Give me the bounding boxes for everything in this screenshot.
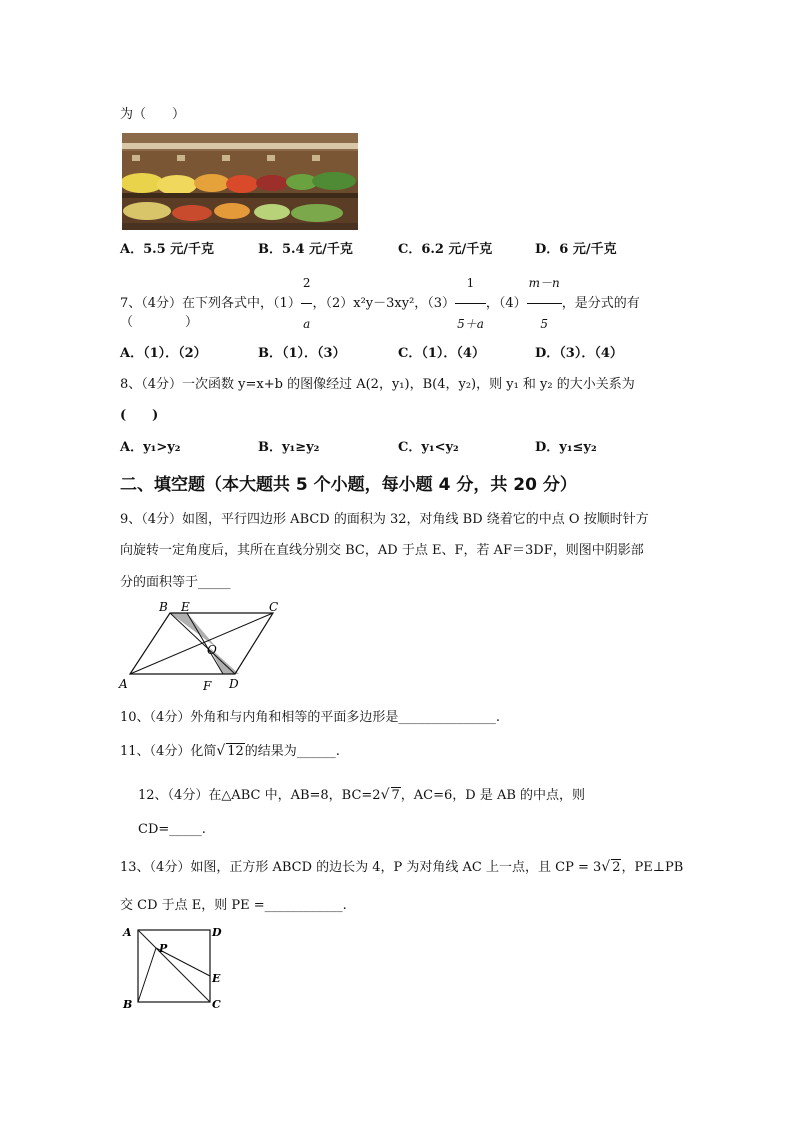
q9-label-f: F [203, 679, 212, 693]
section-2-heading: 二、填空题（本大题共 5 个小题，每小题 4 分，共 20 分） [120, 475, 577, 495]
q13-suffix: ，PE⊥PB [621, 860, 684, 875]
q10-question: 10、（4分）外角和与内角和相等的平面多边形是_______________. [120, 710, 500, 725]
q7-f4-den: 5 [527, 303, 562, 344]
q7-suffix: ，是分式的有 [561, 296, 640, 311]
q8-question: 8、（4分）一次函数 y=x+b 的图像经过 A(2，y₁)，B(4，y₂)，则 y₁ 和 y₂ 的大小关系为 [120, 377, 635, 392]
q12-radicand: 7 [391, 788, 400, 803]
q12-question [138, 784, 585, 803]
q13-question [120, 856, 683, 875]
q8-option-c: C．y₁<y₂ [398, 440, 459, 455]
q7-fraction-4 [527, 263, 562, 344]
q13-radicand: 2 [612, 860, 621, 875]
sqrt-icon: √ [216, 743, 226, 759]
q12-suffix: ，AC=6，D 是 AB 的中点，则 [400, 788, 586, 803]
q6-option-b: B．5.4 元/千克 [258, 242, 353, 257]
q9-line-2: 向旋转一定角度后，其所在直线分别交 BC，AD 于点 E、F，若 AF＝3DF，则图中阴影部 [120, 543, 644, 558]
q11-prefix: 11、（4分）化简 [120, 744, 217, 759]
q7-fraction-1 [301, 263, 313, 344]
q11-question [120, 740, 340, 759]
q7-option-a: A．（1）．（2） [120, 346, 207, 361]
sqrt-icon: √ [601, 859, 611, 875]
q9-parallelogram-figure [115, 598, 290, 694]
q7-f3-num: 1 [466, 276, 475, 290]
q9-line-3: 分的面积等于_____ [120, 575, 231, 590]
q13-line-2: 交 CD 于点 E，则 PE =____________. [120, 898, 347, 913]
q7-option-c: C．（1）．（4） [398, 346, 485, 361]
q8-option-b: B．y₁≥y₂ [258, 440, 320, 455]
sqrt-icon: √ [380, 787, 390, 803]
q6-answer-paren: 为（ ） [120, 107, 186, 122]
q9-label-e: E [181, 600, 190, 614]
q13-label-p: P [159, 942, 168, 955]
q12-prefix: 12、（4分）在△ABC 中，AB=8，BC=2 [138, 788, 381, 803]
q11-suffix: 的结果为______. [244, 744, 340, 759]
q13-label-b: B [123, 998, 133, 1011]
fruit-shelf-photo [122, 133, 358, 230]
q7-f1-num: 2 [302, 276, 311, 290]
q7-f4-num: m－n [528, 276, 560, 290]
q7-mid2: ，（4） [485, 296, 527, 311]
q6-option-c: C．6.2 元/千克 [398, 242, 493, 257]
q7-option-b: B．（1）．（3） [258, 346, 346, 361]
q6-option-d: D．6 元/千克 [535, 242, 617, 257]
q7-option-d: D．（3）．（4） [535, 346, 623, 361]
q9-label-o: O [207, 643, 217, 657]
q9-label-c: C [269, 600, 279, 614]
q7-f3-den: 5＋a [455, 303, 486, 344]
q9-label-a: A [119, 677, 128, 691]
q11-radicand: 12 [227, 744, 244, 759]
q7-question [120, 263, 640, 344]
q9-label-b: B [159, 600, 168, 614]
q9-line-1: 9、（4分）如图，平行四边形 ABCD 的面积为 32，对角线 BD 绕着它的中点 O 按顺时针方 [120, 512, 649, 527]
q9-label-d: D [229, 677, 239, 691]
q13-square-figure [118, 922, 228, 1014]
q7-mid1: ，（2）x²y－3xy²，（3） [312, 296, 456, 311]
q13-label-d: D [212, 926, 222, 939]
q13-label-a: A [123, 926, 132, 939]
q7-answer-paren: （ ） [120, 315, 199, 330]
q7-f1-den: a [301, 303, 313, 344]
q13-label-e: E [212, 972, 221, 985]
q8-option-a: A．y₁>y₂ [120, 440, 181, 455]
q6-option-a: A．5.5 元/千克 [120, 242, 214, 257]
q7-prefix: 7、（4分）在下列各式中，（1） [120, 296, 301, 311]
q8-answer-paren: ( ) [120, 408, 159, 423]
q12-line-2: CD=_____. [138, 822, 206, 837]
q13-label-c: C [212, 998, 221, 1011]
q7-fraction-3 [455, 263, 486, 344]
q13-prefix: 13、（4分）如图，正方形 ABCD 的边长为 4，P 为对角线 AC 上一点，且 CP = 3 [120, 860, 602, 875]
q8-option-d: D．y₁≤y₂ [535, 440, 597, 455]
